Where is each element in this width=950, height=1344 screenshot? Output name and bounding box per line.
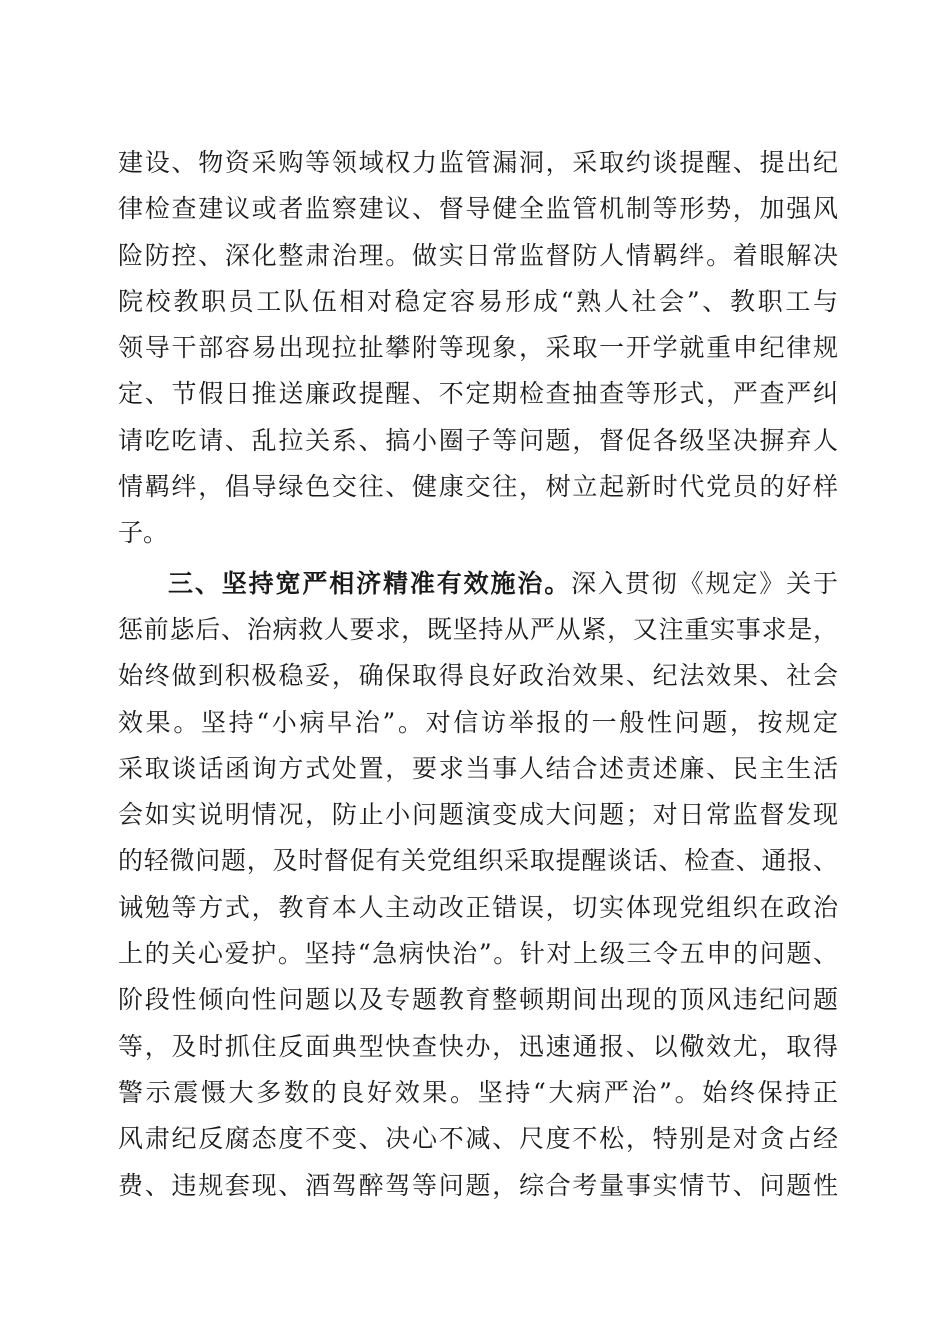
paragraph-line: 采取谈话函询方式处置，要求当事人结合述责述廉、民主生活 (118, 753, 838, 783)
paragraph-line: 律检查建议或者监察建议、督导健全监管机制等形势，加强风 (118, 194, 838, 224)
paragraph-line: 定、节假日推送廉政提醒、不定期检查抽查等形式，严查严纠 (118, 379, 838, 409)
document-body (118, 140, 838, 1209)
paragraph-line: 情羁绊，倡导绿色交往、健康交往，树立起新时代党员的好样 (118, 472, 838, 502)
paragraph-line: 的轻微问题，及时督促有关党组织采取提醒谈话、检查、通报、 (118, 846, 838, 876)
paragraph-line: 会如实说明情况，防止小问题演变成大问题；对日常监督发现 (118, 800, 838, 830)
paragraph-line: 等，及时抓住反面典型快查快办，迅速通报、以儆效尤，取得 (118, 1031, 838, 1061)
paragraph-1 (118, 140, 838, 557)
heading-line-text: 深入贯彻《规定》关于 (571, 568, 838, 598)
paragraph-line: 警示震慑大多数的良好效果。坚持“大病严治”。始终保持正 (118, 1077, 838, 1107)
paragraph-2 (118, 561, 838, 1209)
paragraph-line: 子。 (118, 518, 169, 548)
paragraph-line: 诫勉等方式，教育本人主动改正错误，切实体现党组织在政治 (118, 892, 838, 922)
paragraph-line: 风肃纪反腐态度不变、决心不减、尺度不松，特别是对贪占经 (118, 1124, 838, 1154)
paragraph-line: 上的关心爱护。坚持“急病快治”。针对上级三令五申的问题、 (118, 939, 838, 969)
paragraph-first-line (118, 561, 838, 607)
paragraph-line: 费、违规套现、酒驾醉驾等问题，综合考量事实情节、问题性 (118, 1170, 838, 1200)
paragraph-line: 阶段性倾向性问题以及专题教育整顿期间出现的顶风违纪问题 (118, 985, 838, 1015)
paragraph-line: 惩前毖后、治病救人要求，既坚持从严从紧，又注重实事求是， (118, 614, 838, 644)
paragraph-line: 请吃吃请、乱拉关系、搞小圈子等问题，督促各级坚决摒弃人 (118, 425, 838, 455)
paragraph-line: 院校教职员工队伍相对稳定容易形成“熟人社会”、教职工与 (118, 286, 838, 316)
paragraph-line: 领导干部容易出现拉扯攀附等现象，采取一开学就重申纪律规 (118, 333, 838, 363)
section-heading: 三、坚持宽严相济精准有效施治。 (168, 568, 572, 598)
paragraph-line: 始终做到积极稳妥，确保取得良好政治效果、纪法效果、社会 (118, 661, 838, 691)
paragraph-line: 险防控、深化整肃治理。做实日常监督防人情羁绊。着眼解决 (118, 240, 838, 270)
paragraph-line: 效果。坚持“小病早治”。对信访举报的一般性问题，按规定 (118, 707, 838, 737)
paragraph-line: 建设、物资采购等领域权力监管漏洞，采取约谈提醒、提出纪 (118, 148, 838, 177)
